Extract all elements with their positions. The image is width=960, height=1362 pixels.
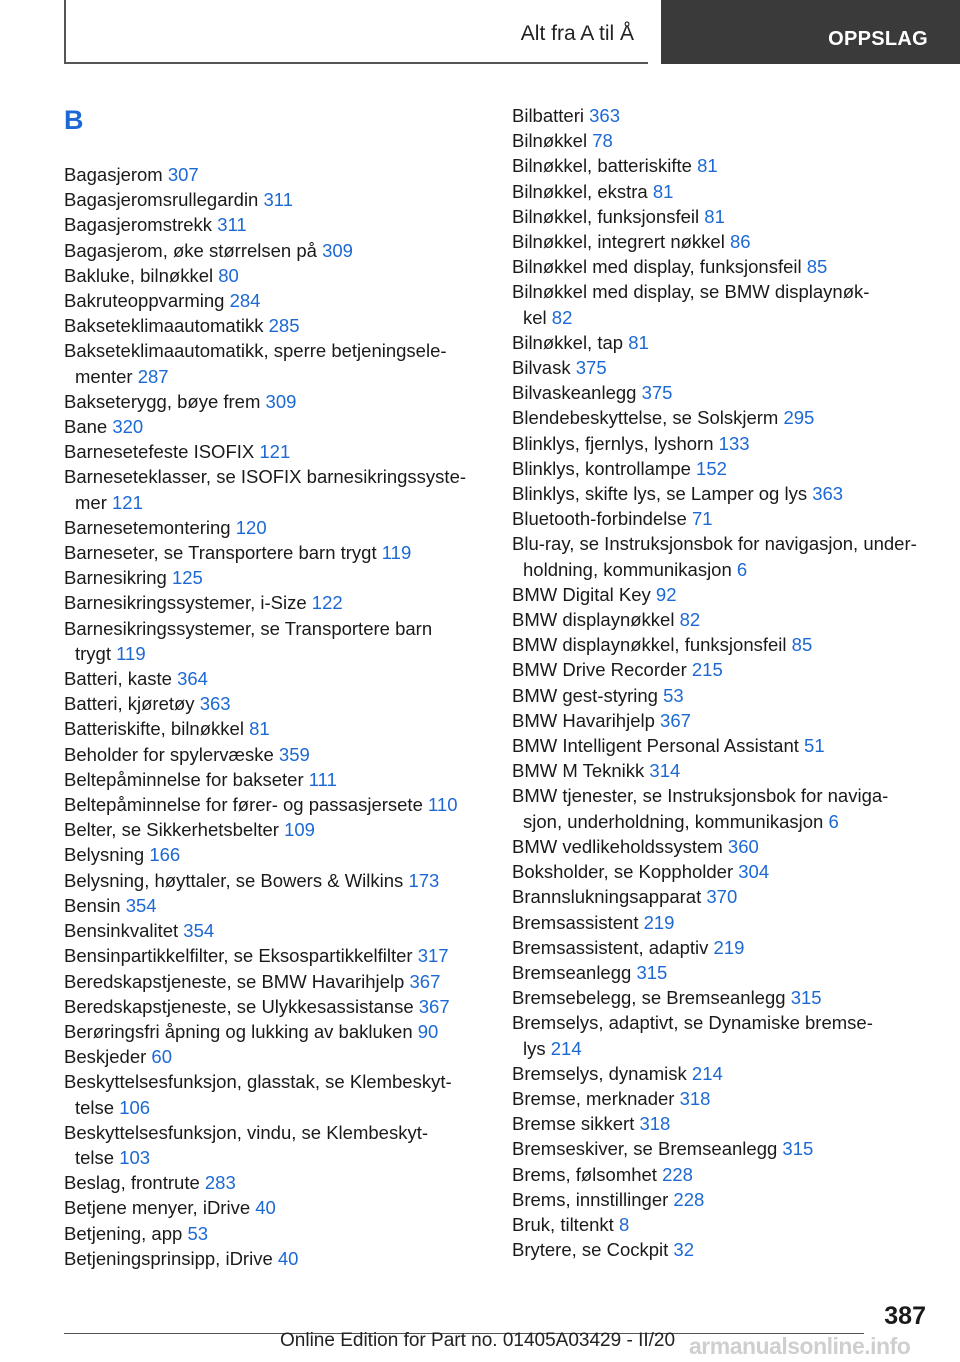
index-entry — [512, 355, 942, 380]
page-link[interactable]: 82 — [679, 609, 701, 631]
page-link[interactable]: 304 — [738, 861, 770, 883]
index-term: Bilnøkkel, integrert nøkkel — [512, 231, 725, 253]
index-entry — [512, 254, 942, 279]
index-entry — [64, 1195, 484, 1220]
index-entry — [64, 288, 484, 313]
header-section-box — [64, 0, 648, 64]
index-term: Bilnøkkel, tap — [512, 331, 624, 353]
page-link[interactable]: 60 — [151, 1046, 172, 1068]
page-link[interactable]: 51 — [804, 735, 825, 757]
index-entry — [64, 792, 484, 817]
page-link[interactable]: 92 — [655, 583, 677, 605]
index-entry — [512, 607, 942, 632]
left-entry-list — [64, 162, 484, 1271]
index-entry — [512, 1136, 942, 1161]
page-link[interactable]: 125 — [171, 567, 203, 589]
index-term: Brems, innstillinger — [512, 1188, 669, 1210]
index-entry — [64, 868, 484, 893]
page-link[interactable]: 82 — [551, 306, 573, 328]
page-link[interactable]: 287 — [137, 365, 169, 387]
index-term: Boksholder, se Koppholder — [512, 861, 734, 883]
page-link[interactable]: 106 — [119, 1096, 151, 1118]
index-term: Bremselys, dynamisk — [512, 1062, 687, 1084]
page-link[interactable]: 40 — [255, 1197, 276, 1219]
index-entry — [512, 380, 942, 405]
index-term: Bremsebelegg, se Bremseanlegg — [512, 987, 786, 1009]
index-entry — [512, 910, 942, 935]
page-link[interactable]: 121 — [259, 441, 291, 463]
index-entry — [512, 431, 942, 456]
page-link[interactable]: 228 — [662, 1163, 693, 1185]
index-entry — [64, 313, 484, 338]
right-entry-list — [512, 103, 942, 1262]
index-term: Blendebeskyttelse, se Solskjerm — [512, 407, 779, 429]
page-link[interactable]: 81 — [628, 331, 649, 353]
index-term: Barneseter, se Transportere barn trygt — [64, 542, 377, 564]
index-entry — [512, 683, 942, 708]
index-term: Beskjeder — [64, 1046, 147, 1068]
index-entry — [64, 590, 484, 615]
page-link[interactable]: 363 — [812, 483, 844, 505]
index-entry — [512, 783, 942, 833]
index-entry — [512, 456, 942, 481]
index-entry — [512, 985, 942, 1010]
index-term: Betjeningsprinsipp, iDrive — [64, 1247, 273, 1269]
index-entry — [64, 1170, 484, 1195]
index-term: Belter, se Sikkerhetsbelter — [64, 819, 279, 841]
page-link[interactable]: 314 — [649, 760, 681, 782]
index-entry — [512, 153, 942, 178]
page-link[interactable]: 120 — [235, 516, 267, 538]
index-letter-heading: B — [64, 105, 84, 135]
index-term: Beredskapstjeneste, se BMW Havarihjelp — [64, 970, 405, 992]
index-term: Batteriskifte, bilnøkkel — [64, 718, 244, 740]
page-link[interactable]: 110 — [428, 794, 458, 816]
page-link[interactable]: 53 — [663, 684, 684, 706]
index-term: Bilvask — [512, 357, 571, 379]
index-entry — [512, 758, 942, 783]
index-term: Bilnøkkel, batteriskifte — [512, 155, 692, 177]
page-link[interactable]: 133 — [718, 432, 750, 454]
index-term: Brems, følsomhet — [512, 1163, 657, 1185]
index-term: Beslag, frontrute — [64, 1172, 200, 1194]
page-link[interactable]: 283 — [204, 1172, 236, 1194]
index-entry — [64, 515, 484, 540]
watermark: armanualsonline.info — [689, 1333, 911, 1359]
index-term: Bilnøkkel med display, funksjonsfeil — [512, 256, 802, 278]
index-entry — [512, 103, 942, 128]
page-link[interactable]: 40 — [277, 1247, 299, 1269]
page-link[interactable]: 6 — [828, 810, 839, 832]
index-entry — [512, 632, 942, 657]
index-entry — [64, 162, 484, 187]
index-entry — [512, 657, 942, 682]
index-term-continuation: menter 287 — [75, 365, 169, 387]
page-link[interactable]: 81 — [652, 180, 674, 202]
page-link[interactable]: 109 — [284, 819, 315, 841]
page-link[interactable]: 80 — [218, 264, 239, 286]
page-link[interactable]: 214 — [691, 1062, 723, 1084]
page-link[interactable]: 370 — [706, 886, 738, 908]
index-entry — [64, 943, 484, 968]
index-entry — [512, 481, 942, 506]
index-term-continuation: trygt 119 — [75, 642, 146, 664]
index-term: Beholder for spylervæske — [64, 743, 274, 765]
page-link[interactable]: 311 — [263, 189, 293, 211]
index-entry — [512, 179, 942, 204]
index-term: Blinklys, skifte lys, se Lamper og lys — [512, 483, 808, 505]
index-entry — [64, 389, 484, 414]
index-entry — [512, 935, 942, 960]
index-entry — [64, 439, 484, 464]
index-entry — [64, 994, 484, 1019]
index-entry — [64, 666, 484, 691]
page-link[interactable]: 320 — [112, 416, 144, 438]
page-link[interactable]: 228 — [673, 1188, 705, 1210]
index-column-left — [64, 103, 484, 1271]
index-term: Bane — [64, 416, 108, 438]
index-entry — [512, 1010, 942, 1060]
index-term: Bruk, tiltenkt — [512, 1213, 614, 1235]
index-entry — [512, 1212, 942, 1237]
index-term: BMW Intelligent Personal Assistant — [512, 735, 799, 757]
index-term: Bilnøkkel, funksjonsfeil — [512, 205, 700, 227]
index-entry — [512, 960, 942, 985]
page-link[interactable]: 354 — [183, 920, 215, 942]
index-term: Barnesetemontering — [64, 516, 231, 538]
page-link[interactable]: 122 — [311, 592, 343, 614]
index-term: Bilnøkkel — [512, 130, 588, 152]
page-link[interactable]: 311 — [217, 214, 247, 236]
page-link[interactable]: 375 — [641, 382, 673, 404]
index-entry — [512, 330, 942, 355]
index-entry — [64, 1044, 484, 1069]
index-entry — [512, 859, 942, 884]
index-term: BMW Digital Key — [512, 583, 651, 605]
page-link[interactable]: 307 — [167, 164, 199, 185]
index-term: Bakseteklimaautomatikk — [64, 315, 264, 337]
index-term: Batteri, kaste — [64, 668, 172, 690]
page-link[interactable]: 285 — [268, 315, 300, 337]
index-term: Beskyttelsesfunksjon, glasstak, se Klembeskyt- — [64, 1071, 452, 1093]
index-term: Bakruteoppvarming — [64, 290, 225, 312]
index-term-continuation: telse 103 — [75, 1146, 151, 1168]
index-term: Bilvaskeanlegg — [512, 382, 637, 404]
index-term: Blinklys, fjernlys, lyshorn — [512, 432, 714, 454]
page-link[interactable]: 81 — [697, 155, 718, 177]
index-term: Beskyttelsesfunksjon, vindu, se Klembeskyt- — [64, 1121, 428, 1143]
page-link[interactable]: 8 — [618, 1213, 630, 1235]
index-entry — [512, 1086, 942, 1111]
index-entry — [512, 279, 942, 329]
index-term: Bagasjeromsrullegardin — [64, 189, 259, 211]
page-link[interactable]: 359 — [278, 743, 310, 765]
index-term: BMW vedlikeholdssystem — [512, 835, 723, 857]
page-link[interactable]: 375 — [575, 357, 607, 379]
index-term-continuation: holdning, kommunikasjon 6 — [523, 558, 748, 580]
index-entry — [64, 540, 484, 565]
page-link[interactable]: 103 — [119, 1146, 151, 1168]
chapter-tab — [661, 0, 960, 64]
index-term: Bremseanlegg — [512, 961, 632, 983]
page-link[interactable]: 71 — [691, 508, 713, 530]
index-entry — [512, 733, 942, 758]
index-entry — [512, 506, 942, 531]
index-entry — [64, 1221, 484, 1246]
index-term-continuation: telse 106 — [75, 1096, 151, 1118]
index-term: Bremsassistent — [512, 911, 639, 933]
page-link[interactable]: 121 — [112, 491, 143, 513]
index-term: Beltepåminnelse for fører- og passasjersete — [64, 794, 423, 816]
index-term: Blu-ray, se Instruksjonsbok for navigasjon, under- — [512, 533, 917, 555]
chapter-title: OPPSLAG — [828, 28, 928, 50]
index-term: Barnesetefeste ISOFIX — [64, 441, 255, 463]
page-link[interactable]: 363 — [589, 105, 620, 126]
index-entry — [512, 128, 942, 153]
index-term: BMW gest-styring — [512, 684, 658, 706]
index-term-continuation: lys 214 — [523, 1037, 582, 1059]
index-term: Bremsassistent, adaptiv — [512, 936, 709, 958]
index-entry — [64, 969, 484, 994]
page-link[interactable]: 119 — [381, 542, 412, 564]
page-link[interactable]: 81 — [249, 718, 270, 740]
index-term-continuation: mer 121 — [75, 491, 143, 513]
index-entry — [64, 893, 484, 918]
index-entry — [64, 842, 484, 867]
page-link[interactable]: 86 — [729, 231, 751, 253]
index-term: Bensinpartikkelfilter, se Eksospartikkelfilter — [64, 945, 413, 967]
index-entry — [512, 708, 942, 733]
index-term: Bremseskiver, se Bremseanlegg — [512, 1138, 778, 1160]
index-term: Bagasjerom, øke størrelsen på — [64, 239, 317, 261]
page-link[interactable]: 295 — [783, 407, 815, 429]
page-link[interactable]: 215 — [691, 659, 723, 681]
index-term: Brytere, se Cockpit — [512, 1239, 669, 1261]
page-link[interactable]: 152 — [696, 457, 727, 479]
page-link[interactable]: 354 — [125, 894, 157, 916]
page-link[interactable]: 85 — [806, 256, 828, 278]
index-entry — [64, 212, 484, 237]
index-term: Bakseteklimaautomatikk, sperre betjeningsele- — [64, 340, 447, 362]
page-link[interactable]: 363 — [199, 693, 231, 715]
index-term: Bilnøkkel, ekstra — [512, 180, 648, 202]
index-entry — [64, 918, 484, 943]
index-term-continuation: sjon, underholdning, kommunikasjon 6 — [523, 810, 839, 832]
index-term: Blinklys, kontrollampe — [512, 457, 691, 479]
index-term: Bensinkvalitet — [64, 920, 179, 942]
page-link[interactable]: 309 — [322, 239, 353, 261]
page-link[interactable]: 317 — [417, 945, 449, 967]
page-link[interactable]: 284 — [229, 290, 261, 312]
index-term: BMW M Teknikk — [512, 760, 645, 782]
page-link[interactable]: 367 — [660, 709, 691, 731]
page-link[interactable]: 53 — [187, 1222, 209, 1244]
index-entry — [64, 716, 484, 741]
page-link[interactable]: 219 — [643, 911, 675, 933]
index-term: Bilnøkkel med display, se BMW displaynøk- — [512, 281, 870, 303]
index-term: BMW displaynøkkel, funksjonsfeil — [512, 634, 787, 656]
index-entry — [64, 1246, 484, 1271]
index-entry — [64, 338, 484, 388]
index-entry — [512, 531, 942, 581]
index-term: Bakluke, bilnøkkel — [64, 264, 214, 286]
page-link[interactable]: 360 — [727, 835, 759, 857]
index-term: Bagasjeromstrekk — [64, 214, 213, 236]
index-term: Bilbatteri — [512, 105, 584, 126]
index-column-right — [512, 103, 942, 1262]
page-link[interactable]: 166 — [149, 844, 181, 866]
index-term: BMW Drive Recorder — [512, 659, 687, 681]
page-link[interactable]: 78 — [592, 130, 613, 152]
page-link[interactable]: 318 — [679, 1087, 711, 1109]
page-link[interactable]: 85 — [791, 634, 813, 656]
page-link[interactable]: 111 — [308, 768, 337, 790]
index-term: Barneseteklasser, se ISOFIX barnesikringssyste- — [64, 466, 467, 488]
page-link[interactable]: 315 — [790, 987, 822, 1009]
index-term: Beltepåminnelse for bakseter — [64, 768, 304, 790]
index-entry — [512, 1162, 942, 1187]
page-link[interactable]: 367 — [418, 995, 450, 1017]
index-term: Barnesikringssystemer, se Transportere barn — [64, 617, 433, 639]
index-term: Betjene menyer, iDrive — [64, 1197, 251, 1219]
index-term: Barnesikringssystemer, i-Size — [64, 592, 307, 614]
page-link[interactable]: 6 — [736, 558, 748, 580]
index-entry — [64, 691, 484, 716]
index-entry — [64, 1069, 484, 1119]
index-entry — [64, 616, 484, 666]
index-term: Bensin — [64, 894, 121, 916]
index-term-continuation: kel 82 — [523, 306, 573, 328]
index-term: Belysning — [64, 844, 145, 866]
index-entry — [64, 238, 484, 263]
index-term: Bakseterygg, bøye frem — [64, 390, 261, 412]
index-entry — [64, 767, 484, 792]
page-number: 387 — [884, 1302, 926, 1330]
index-term: BMW tjenester, se Instruksjonsbok for naviga- — [512, 785, 889, 807]
page-link[interactable]: 318 — [639, 1113, 671, 1135]
page-link[interactable]: 173 — [408, 869, 440, 891]
section-title: Alt fra A til Å — [520, 22, 634, 45]
index-entry — [64, 187, 484, 212]
index-term: Barnesikring — [64, 567, 167, 589]
page-link[interactable]: 119 — [116, 642, 146, 664]
page-link[interactable]: 219 — [713, 936, 745, 958]
index-entry — [64, 1019, 484, 1044]
index-entry — [64, 565, 484, 590]
page-link[interactable]: 309 — [265, 390, 297, 412]
page-link[interactable]: 90 — [417, 1020, 439, 1042]
index-entry — [512, 884, 942, 909]
index-term: Belysning, høyttaler, se Bowers & Wilkins — [64, 869, 404, 891]
index-term: Betjening, app — [64, 1222, 183, 1244]
index-term: Batteri, kjøretøy — [64, 693, 195, 715]
index-entry — [512, 229, 942, 254]
index-term: BMW Havarihjelp — [512, 709, 655, 731]
index-entry — [512, 834, 942, 859]
index-entry — [512, 405, 942, 430]
index-entry — [64, 464, 484, 514]
page-link[interactable]: 315 — [636, 961, 668, 983]
index-entry — [64, 817, 484, 842]
index-term: Beredskapstjeneste, se Ulykkesassistanse — [64, 995, 414, 1017]
index-entry — [64, 414, 484, 439]
index-term: Bremselys, adaptivt, se Dynamiske bremse- — [512, 1012, 873, 1034]
edition-text: Online Edition for Part no. 01405A03429 - II/20 — [280, 1330, 676, 1351]
index-entry — [512, 1237, 942, 1262]
page-link[interactable]: 367 — [409, 970, 441, 992]
index-entry — [512, 582, 942, 607]
index-entry — [512, 1187, 942, 1212]
page-link[interactable]: 364 — [177, 668, 208, 690]
index-term: Bagasjerom — [64, 164, 163, 185]
index-entry — [512, 1061, 942, 1086]
index-entry — [64, 1120, 484, 1170]
page-link[interactable]: 315 — [782, 1138, 814, 1160]
index-term: BMW displaynøkkel — [512, 609, 675, 631]
index-term: Bremse, merknader — [512, 1087, 675, 1109]
page-link[interactable]: 214 — [550, 1037, 582, 1059]
page-link[interactable]: 81 — [704, 205, 725, 227]
index-entry — [64, 742, 484, 767]
index-term: Berøringsfri åpning og lukking av bakluken — [64, 1020, 413, 1042]
index-entry — [512, 204, 942, 229]
page-link[interactable]: 32 — [673, 1239, 694, 1261]
index-term: Bremse sikkert — [512, 1113, 635, 1135]
index-term: Brannslukningsapparat — [512, 886, 702, 908]
index-entry — [64, 263, 484, 288]
index-term: Bluetooth-forbindelse — [512, 508, 687, 530]
index-entry — [512, 1111, 942, 1136]
